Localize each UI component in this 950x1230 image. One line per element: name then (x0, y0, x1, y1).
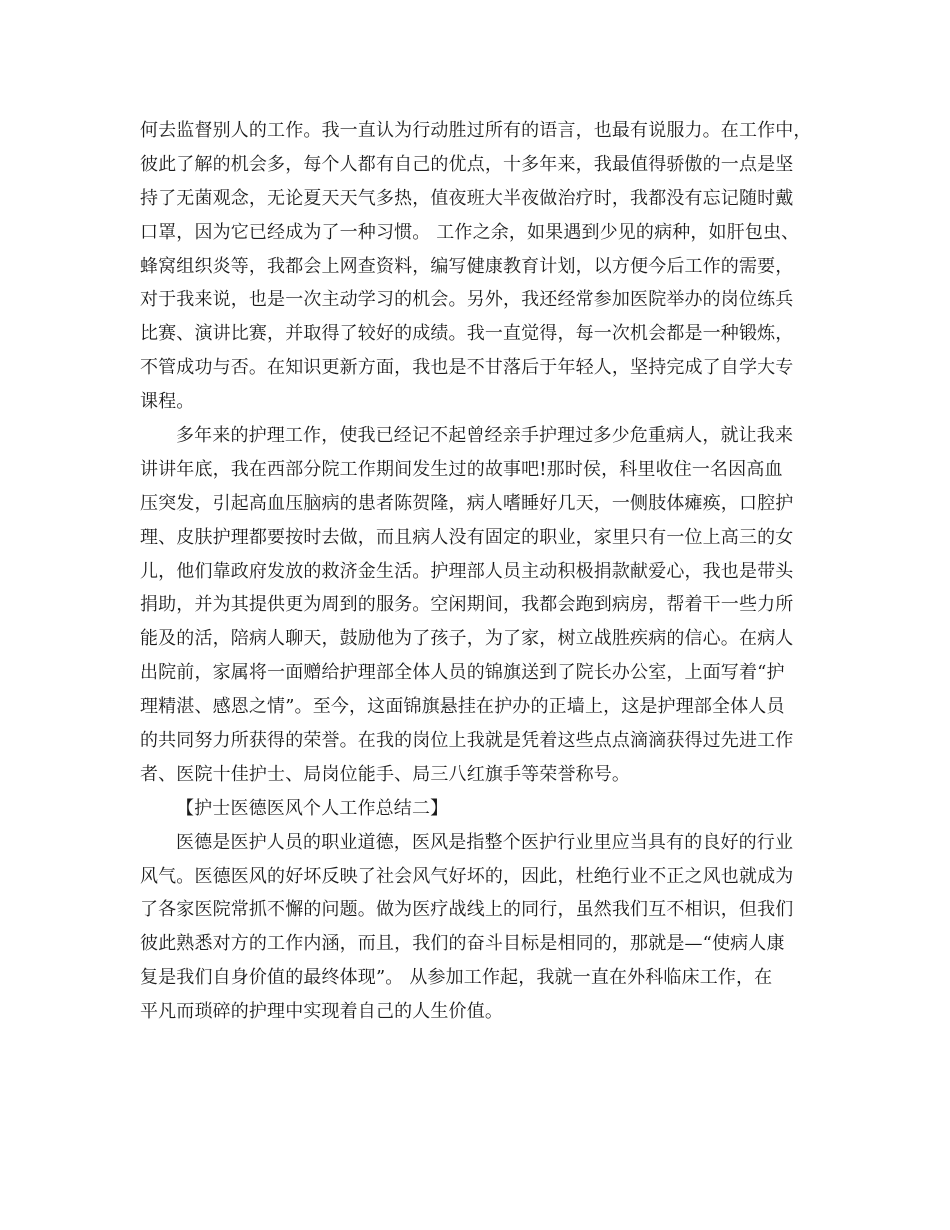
text-line: 平凡而琐碎的护理中实现着自己的人生价值。 (140, 1001, 503, 1023)
text-line: 能及的活，陪病人聊天，鼓励他为了孩子，为了家，树立战胜疾病的信心。在病人 (140, 628, 794, 650)
document-body (140, 114, 830, 1029)
text-line: 的共同努力所获得的荣誉。在我的岗位上我就是凭着这些点点滴滴获得过先进工作 (140, 730, 794, 752)
text-line: 者、医院十佳护士、局岗位能手、局三八红旗手等荣誉称号。 (140, 763, 631, 785)
text-line: 理精湛、感恩之情”。至今，这面锦旗悬挂在护办的正墙上，这是护理部全体人员 (140, 696, 785, 718)
text-line: 多年来的护理工作，使我已经记不起曾经亲手护理过多少危重病人，就让我来 (176, 425, 794, 447)
text-line: 讲讲年底，我在西部分院工作期间发生过的故事吧!那时侯，科里收住一名因高血 (140, 458, 783, 480)
text-line: 压突发，引起高血压脑病的患者陈贺隆，病人嗜睡好几天，一侧肢体瘫痪，口腔护 (140, 492, 794, 514)
text-line: 【护士医德医风个人工作总结二】 (176, 797, 449, 819)
text-line: 对于我来说，也是一次主动学习的机会。另外，我还经常参加医院举办的岗位练兵 (140, 289, 794, 311)
text-line: 出院前，家属将一面赠给护理部全体人员的锦旗送到了院长办公室，上面写着“护 (140, 662, 785, 684)
text-line: 课程。 (140, 391, 195, 413)
text-line: 彼此了解的机会多，每个人都有自己的优点，十多年来，我最值得骄傲的一点是坚 (140, 153, 794, 175)
text-line: 不管成功与否。在知识更新方面，我也是不甘落后于年轻人，坚持完成了自学大专 (140, 357, 794, 379)
text-line: 理、皮肤护理都要按时去做，而且病人没有固定的职业，家里只有一位上高三的女 (140, 526, 794, 548)
text-line: 持了无菌观念，无论夏天天气多热，值夜班大半夜做治疗时，我都没有忘记随时戴 (140, 187, 794, 209)
text-line: 儿，他们靠政府发放的救济金生活。护理部人员主动积极捐款献爱心，我也是带头 (140, 560, 794, 582)
text-line: 复是我们自身价值的最终体现”。 从参加工作起，我就一直在外科临床工作，在 (140, 967, 773, 989)
text-line: 医德是医护人员的职业道德，医风是指整个医护行业里应当具有的良好的行业 (176, 831, 794, 853)
text-line: 风气。医德医风的好坏反映了社会风气好坏的，因此，杜绝行业不正之风也就成为 (140, 865, 794, 887)
text-line: 蜂窝组织炎等，我都会上网查资料，编写健康教育计划，以方便今后工作的需要， (140, 255, 794, 277)
text-line: 彼此熟悉对方的工作内涵，而且，我们的奋斗目标是相同的，那就是—“使病人康 (140, 933, 785, 955)
text-line: 比赛、演讲比赛，并取得了较好的成绩。我一直觉得，每一次机会都是一种锻炼， (140, 323, 794, 345)
text-line: 捐助，并为其提供更为周到的服务。空闲期间，我都会跑到病房，帮着干一些力所 (140, 594, 794, 616)
text-line: 了各家医院常抓不懈的问题。做为医疗战线上的同行，虽然我们互不相识，但我们 (140, 899, 794, 921)
text-line: 何去监督别人的工作。我一直认为行动胜过所有的语言，也最有说服力。在工作中， (140, 120, 812, 141)
text-line: 口罩，因为它已经成为了一种习惯。 工作之余，如果遇到少见的病种，如肝包虫、 (140, 221, 800, 243)
